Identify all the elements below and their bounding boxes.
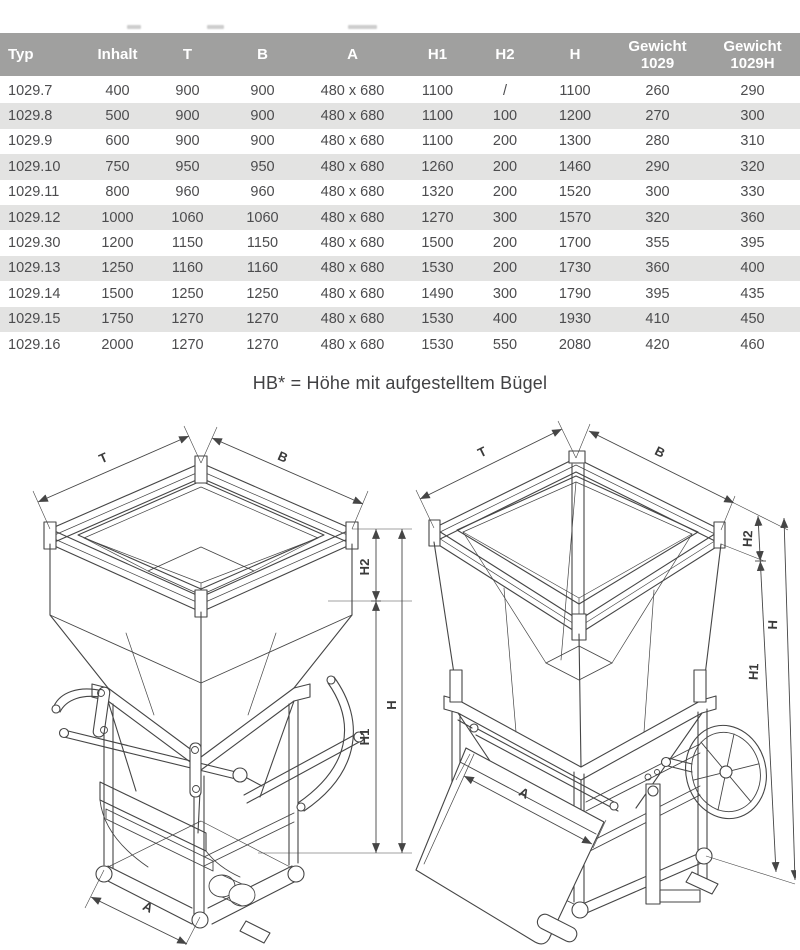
cell-typ: 1029.15 <box>8 311 61 328</box>
cell: 200 <box>492 184 518 201</box>
cell: 280 <box>645 133 670 150</box>
cell: 400 <box>492 311 518 328</box>
cell-typ: 1029.12 <box>8 209 61 226</box>
cell: 270 <box>645 108 670 125</box>
cell: 800 <box>105 184 130 201</box>
cell: 300 <box>492 209 518 226</box>
cell: 1150 <box>171 235 204 252</box>
bucket-closed-isometric-drawing <box>8 425 418 945</box>
col-header-gewicht-1029h <box>705 33 800 77</box>
header-label: A <box>347 46 358 63</box>
cell: 200 <box>492 158 518 175</box>
cell: 1930 <box>558 311 592 328</box>
table-row <box>0 129 800 154</box>
header-label: B <box>257 46 268 63</box>
cell: 480 x 680 <box>320 82 385 99</box>
header-label: H <box>569 46 581 63</box>
cell: 960 <box>175 184 200 201</box>
cell-typ: 1029.30 <box>8 235 61 252</box>
cell: 290 <box>740 82 765 99</box>
cell: 1100 <box>421 133 454 150</box>
cell: 355 <box>645 235 670 252</box>
col-header-gewicht-1029 <box>610 33 705 77</box>
cell: 1270 <box>171 336 204 353</box>
spec-table-head <box>0 33 800 77</box>
cell: 1570 <box>558 209 592 226</box>
cell-typ: 1029.9 <box>8 133 53 150</box>
col-header-typ <box>0 33 85 77</box>
cell: 395 <box>740 235 765 252</box>
cell: 260 <box>645 82 670 99</box>
cell: 480 x 680 <box>320 133 385 150</box>
col-header-h <box>540 33 610 77</box>
cell: 330 <box>740 184 765 201</box>
cell: 395 <box>645 285 670 302</box>
table-row <box>0 256 800 281</box>
cropped-text-artifact <box>348 25 377 29</box>
table-row <box>0 103 800 128</box>
table-row <box>0 307 800 332</box>
spec-table-body <box>0 77 800 357</box>
header-label: T <box>182 46 193 63</box>
cell: 435 <box>740 285 765 302</box>
header-row <box>0 33 800 77</box>
cropped-text-artifact <box>207 25 224 29</box>
gate-lever-graphic <box>52 676 364 866</box>
cell: 1270 <box>421 209 454 226</box>
cell: 1270 <box>246 336 279 353</box>
left-diagram <box>8 425 418 945</box>
cell: 480 x 680 <box>320 158 385 175</box>
spec-table <box>0 33 800 357</box>
cell: 400 <box>105 82 130 99</box>
cell: 290 <box>645 158 670 175</box>
cell: 300 <box>740 108 765 125</box>
dim-label-a: A <box>516 784 532 802</box>
cell: 1320 <box>421 184 454 201</box>
cell: 1530 <box>421 260 454 277</box>
cell: 1270 <box>171 311 204 328</box>
header-label: H2 <box>495 46 515 63</box>
cell: 1500 <box>101 285 134 302</box>
cell: 480 x 680 <box>320 235 385 252</box>
cell-typ: 1029.7 <box>8 82 53 99</box>
cell: 1530 <box>421 336 454 353</box>
header-sublabel: 1029 <box>640 54 675 72</box>
dim-label-h: H <box>384 700 399 710</box>
cell: 1750 <box>101 311 134 328</box>
cell: 2080 <box>558 336 592 353</box>
right-diagram <box>396 420 796 950</box>
dim-label-h2: H2 <box>357 558 372 576</box>
dim-label-h1: H1 <box>745 663 762 681</box>
cell: 950 <box>250 158 275 175</box>
cell: 1160 <box>246 260 279 277</box>
cell: 480 x 680 <box>320 336 385 353</box>
cell: 900 <box>250 133 275 150</box>
cell: / <box>502 82 508 99</box>
cell: 1100 <box>421 82 454 99</box>
footnote-text: HB* = Höhe mit aufgestelltem Bügel <box>252 373 548 393</box>
cell: 2000 <box>101 336 134 353</box>
cell: 550 <box>492 336 518 353</box>
dim-label-t: T <box>96 449 110 467</box>
cell: 600 <box>105 133 130 150</box>
cell-typ: 1029.10 <box>8 158 61 175</box>
cell: 360 <box>740 209 765 226</box>
cell: 480 x 680 <box>320 108 385 125</box>
cell: 1200 <box>558 108 592 125</box>
cell-typ: 1029.14 <box>8 285 61 302</box>
col-header-h1 <box>405 33 470 77</box>
cell: 200 <box>492 133 518 150</box>
cell: 320 <box>740 158 765 175</box>
bucket-chute-open-isometric-drawing <box>396 420 796 950</box>
dim-label-b: B <box>652 443 668 461</box>
cell: 1250 <box>246 285 279 302</box>
cell: 1520 <box>558 184 592 201</box>
cell: 1460 <box>558 158 592 175</box>
cell: 480 x 680 <box>320 260 385 277</box>
dim-label-b: B <box>275 448 291 466</box>
cell: 1100 <box>421 108 454 125</box>
cell-typ: 1029.11 <box>8 184 60 201</box>
cropped-text-artifact <box>127 25 141 29</box>
cell-typ: 1029.13 <box>8 260 61 277</box>
cell: 320 <box>645 209 670 226</box>
header-label: Typ <box>8 46 34 63</box>
cell: 900 <box>175 108 200 125</box>
cell: 750 <box>105 158 130 175</box>
chute-graphic <box>416 720 700 944</box>
dim-label-a: A <box>140 898 156 916</box>
table-row <box>0 77 800 103</box>
cell: 1300 <box>558 133 592 150</box>
cell: 1700 <box>558 235 592 252</box>
header-sublabel: 1029H <box>730 54 775 72</box>
cell: 900 <box>175 82 200 99</box>
cell: 1200 <box>101 235 134 252</box>
cell: 1270 <box>246 311 279 328</box>
cell: 1260 <box>421 158 454 175</box>
table-row <box>0 180 800 205</box>
cell: 410 <box>645 311 670 328</box>
cell: 300 <box>492 285 518 302</box>
dim-label-t: T <box>475 443 489 461</box>
table-row <box>0 205 800 230</box>
cell: 950 <box>175 158 200 175</box>
bucket-body-graphic <box>44 456 358 943</box>
cell: 960 <box>250 184 275 201</box>
cell: 300 <box>645 184 670 201</box>
cell: 1790 <box>558 285 592 302</box>
cell: 450 <box>740 311 765 328</box>
cell: 460 <box>740 336 765 353</box>
cell-typ: 1029.8 <box>8 108 53 125</box>
cell: 1100 <box>559 82 591 99</box>
col-header-b <box>225 33 300 77</box>
cell: 1150 <box>246 235 279 252</box>
col-header-inhalt <box>85 33 150 77</box>
dim-label-h: H <box>764 619 781 630</box>
cell: 480 x 680 <box>320 184 385 201</box>
cell: 310 <box>740 133 765 150</box>
table-row <box>0 230 800 255</box>
col-header-h2 <box>470 33 540 77</box>
dim-label-h2: H2 <box>739 530 756 548</box>
header-label: Gewicht <box>723 37 782 55</box>
dim-label-h1: H1 <box>357 728 372 746</box>
cell: 1250 <box>171 285 204 302</box>
cell: 1250 <box>101 260 134 277</box>
cell: 480 x 680 <box>320 285 385 302</box>
cell-typ: 1029.16 <box>8 336 61 353</box>
cell: 1500 <box>421 235 454 252</box>
cell: 1060 <box>171 209 204 226</box>
cell: 100 <box>492 108 518 125</box>
col-header-a <box>300 33 405 77</box>
cell: 360 <box>645 260 670 277</box>
cell: 400 <box>740 260 765 277</box>
table-row <box>0 154 800 179</box>
cell: 1730 <box>558 260 592 277</box>
cell: 480 x 680 <box>320 311 385 328</box>
cell: 480 x 680 <box>320 209 385 226</box>
table-footnote <box>0 373 800 394</box>
col-header-t <box>150 33 225 77</box>
cell: 900 <box>250 108 275 125</box>
cell: 1060 <box>246 209 279 226</box>
table-row <box>0 281 800 306</box>
cell: 900 <box>250 82 275 99</box>
cell: 1530 <box>421 311 454 328</box>
header-label: Inhalt <box>97 46 138 63</box>
cell: 200 <box>492 235 518 252</box>
cell: 200 <box>492 260 518 277</box>
table-row <box>0 332 800 357</box>
cell: 500 <box>105 108 130 125</box>
cell: 900 <box>175 133 200 150</box>
cell: 1160 <box>171 260 204 277</box>
cell: 1000 <box>101 209 134 226</box>
cell: 1490 <box>421 285 454 302</box>
header-label: H1 <box>427 46 448 63</box>
header-label: Gewicht <box>628 37 687 55</box>
cell: 420 <box>645 336 670 353</box>
